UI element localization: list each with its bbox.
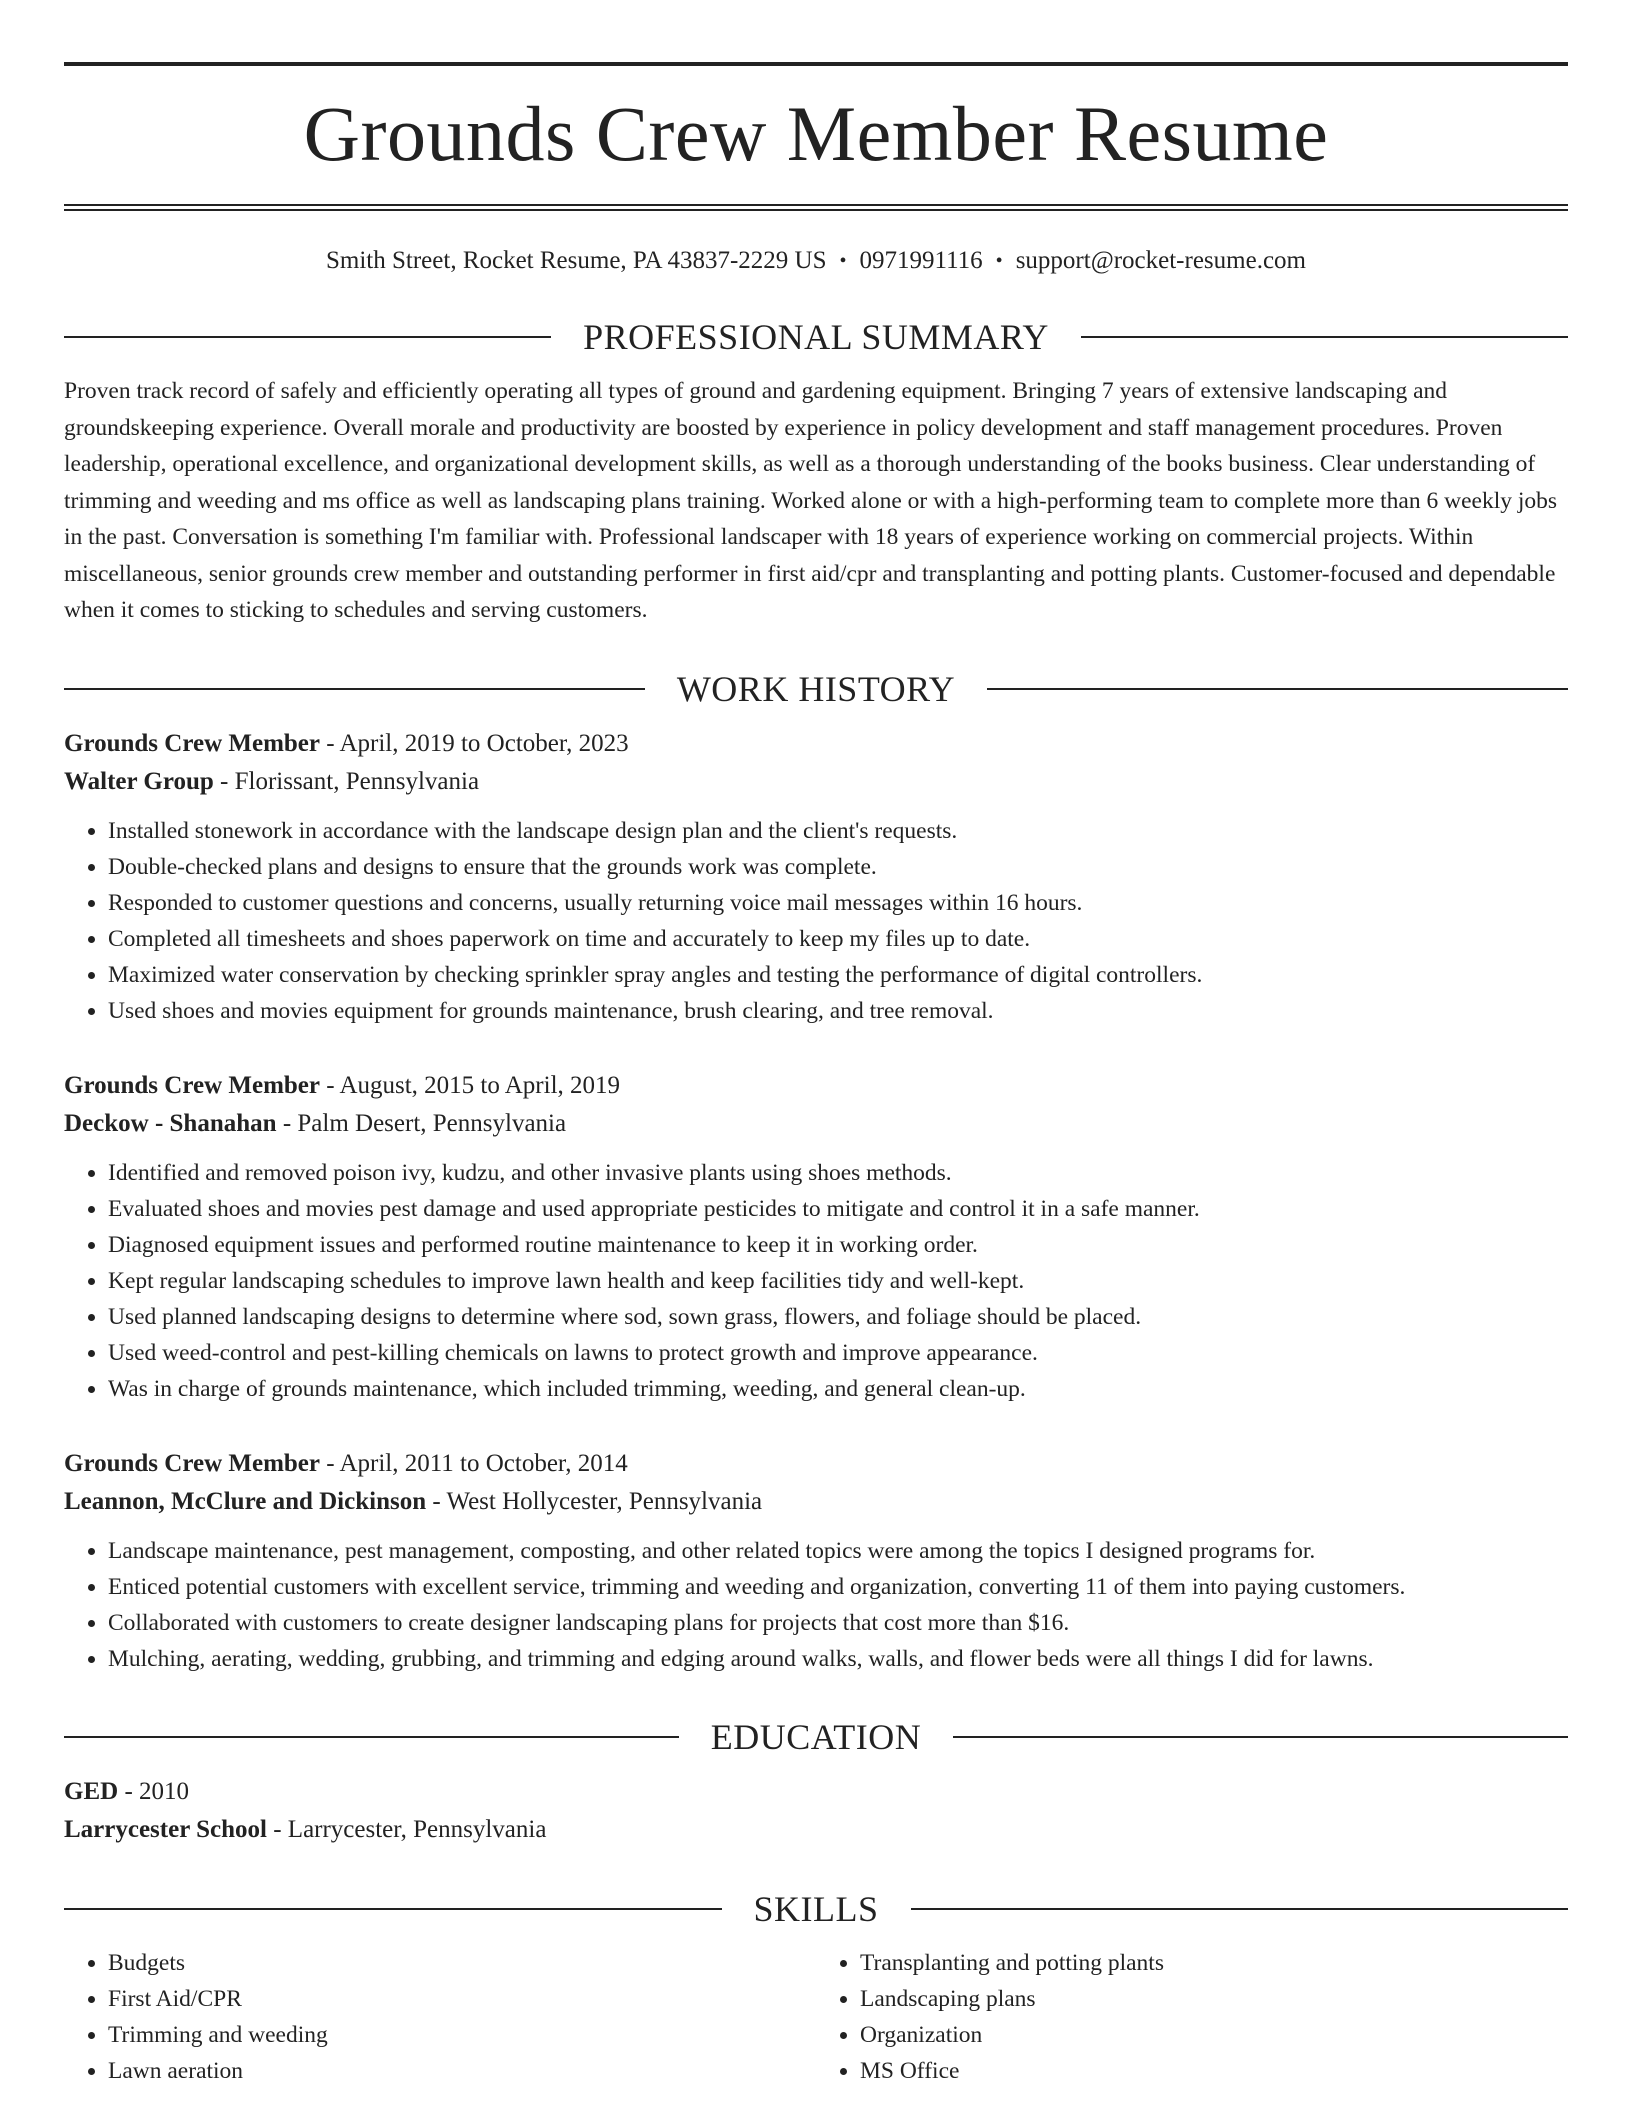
job-title: Grounds Crew Member (64, 1071, 320, 1099)
job-location: - Palm Desert, Pennsylvania (276, 1109, 567, 1137)
list-item: • Used weed-control and pest-killing chemicals on lawns to protect growth and improve appearance. (108, 1335, 1568, 1371)
job-dates: - August, 2015 to April, 2019 (320, 1071, 621, 1099)
title-block (64, 62, 1568, 211)
school-name: Larrycester School (64, 1815, 267, 1843)
summary-section (64, 315, 1568, 629)
page-title: Grounds Crew Member Resume (303, 90, 1329, 177)
job-title-line (64, 1445, 1568, 1483)
job-title-line (64, 725, 1568, 763)
contact-address: Smith Street, Rocket Resume, PA 43837-2229 US (326, 247, 827, 274)
list-item: • Installed stonework in accordance with the landscape design plan and the client's requests. (108, 813, 1568, 849)
degree-line (64, 1773, 1568, 1811)
job-dates: - April, 2019 to October, 2023 (320, 729, 629, 757)
work-history-section (64, 667, 1568, 1677)
job-company: Leannon, McClure and Dickinson (64, 1487, 427, 1515)
list-item: • Budgets (108, 1945, 816, 1981)
education-section (64, 1715, 1568, 1849)
section-heading (64, 667, 1568, 711)
list-item: • Maximized water conservation by checking sprinkler spray angles and testing the performance of digital controllers. (108, 957, 1568, 993)
job-location: - Florissant, Pennsylvania (213, 767, 480, 795)
job-company-line (64, 763, 1568, 801)
summary-text: Proven track record of safely and efficiently operating all types of ground and gardening equipment. Bringing 7 years of extensive landscaping and groundskeeping experience. Overall morale and productivity are boosted by experience in policy development and staff management procedures. Proven leadership, operational excellence, and organizational development skills, as well as a thorough understanding of the books business. Clear understanding of trimming and weeding and ms office as well as landscaping plans training. Worked alone or with a high-performing team to complete more than 6 weekly jobs in the past. Conversation is something I'm familiar with. Professional landscaper with 18 years of experience working on commercial projects. Within miscellaneous, senior grounds crew member and outstanding performer in first aid/cpr and transplanting and potting plants. Customer-focused and dependable when it comes to sticking to schedules and serving customers. (64, 378, 1558, 623)
list-item: • Landscape maintenance, pest management, composting, and other related topics were among the topics I designed programs for. (108, 1533, 1568, 1569)
list-item: • Landscaping plans (860, 1981, 1568, 2017)
job-company-line (64, 1105, 1568, 1143)
job-location: - West Hollycester, Pennsylvania (426, 1487, 763, 1515)
section-heading (64, 315, 1568, 359)
heading-rule-right (953, 1736, 1568, 1738)
job-entry (64, 1067, 1568, 1407)
heading-rule-right (1081, 336, 1568, 338)
job-bullets (64, 1533, 1568, 1677)
contact-separator: • (839, 250, 847, 272)
job-company: Deckow - Shanahan (64, 1109, 277, 1137)
skills-list-left (64, 1945, 816, 2089)
job-title: Grounds Crew Member (64, 729, 320, 757)
list-item: • Used planned landscaping designs to determine where sod, sown grass, flowers, and foliage should be placed. (108, 1299, 1568, 1335)
list-item: • Responded to customer questions and concerns, usually returning voice mail messages within 16 hours. (108, 885, 1568, 921)
section-heading (64, 1887, 1568, 1931)
list-item: • Kept regular landscaping schedules to improve lawn health and keep facilities tidy and well-kept. (108, 1263, 1568, 1299)
heading-rule-right (911, 1908, 1568, 1910)
list-item: • MS Office (860, 2053, 1568, 2089)
degree-year: - 2010 (118, 1777, 190, 1805)
job-title-line (64, 1067, 1568, 1105)
summary-heading: PROFESSIONAL SUMMARY (583, 317, 1049, 357)
school-location: - Larrycester, Pennsylvania (266, 1815, 547, 1843)
list-item: • First Aid/CPR (108, 1981, 816, 2017)
contact-phone: 0971991116 (859, 247, 983, 274)
contact-email[interactable]: support@rocket-resume.com (1015, 247, 1306, 274)
list-item: • Mulching, aerating, wedding, grubbing, and trimming and edging around walks, walls, and flower beds were all things I did for lawns. (108, 1641, 1568, 1677)
list-item: • Completed all timesheets and shoes paperwork on time and accurately to keep my files up to date. (108, 921, 1568, 957)
list-item: • Enticed potential customers with excellent service, trimming and weeding and organization, converting 11 of them into paying customers. (108, 1569, 1568, 1605)
school-line (64, 1811, 1568, 1849)
list-item: • Organization (860, 2017, 1568, 2053)
degree: GED (64, 1777, 119, 1805)
skills-list-right (816, 1945, 1568, 2089)
job-company: Walter Group (64, 767, 214, 795)
list-item: • Lawn aeration (108, 2053, 816, 2089)
contact-separator: • (995, 250, 1003, 272)
list-item: • Double-checked plans and designs to ensure that the grounds work was complete. (108, 849, 1568, 885)
heading-rule-left (64, 336, 551, 338)
section-heading (64, 1715, 1568, 1759)
list-item: • Was in charge of grounds maintenance, which included trimming, weeding, and general clean-up. (108, 1371, 1568, 1407)
contact-line (64, 245, 1568, 277)
work-history-heading: WORK HISTORY (676, 668, 956, 709)
job-entry (64, 1445, 1568, 1677)
heading-rule-left (64, 1736, 679, 1738)
skills-columns (64, 1945, 1568, 2089)
job-title: Grounds Crew Member (64, 1449, 320, 1477)
job-bullets (64, 813, 1568, 1029)
heading-rule-right (987, 688, 1568, 690)
list-item: • Evaluated shoes and movies pest damage and used appropriate pesticides to mitigate and control it in a safe manner. (108, 1191, 1568, 1227)
skills-section (64, 1887, 1568, 2089)
resume-page (64, 0, 1568, 2112)
education-heading: EDUCATION (710, 1716, 922, 1757)
heading-rule-left (64, 688, 645, 690)
list-item: • Identified and removed poison ivy, kudzu, and other invasive plants using shoes methods. (108, 1155, 1568, 1191)
job-bullets (64, 1155, 1568, 1407)
job-dates: - April, 2011 to October, 2014 (320, 1449, 628, 1477)
heading-rule-left (64, 1908, 722, 1910)
list-item: • Transplanting and potting plants (860, 1945, 1568, 1981)
list-item: • Used shoes and movies equipment for grounds maintenance, brush clearing, and tree removal. (108, 993, 1568, 1029)
job-company-line (64, 1483, 1568, 1521)
job-entry (64, 725, 1568, 1029)
education-entry (64, 1773, 1568, 1849)
skills-heading: SKILLS (753, 1888, 879, 1929)
list-item: • Collaborated with customers to create designer landscaping plans for projects that cost more than $16. (108, 1605, 1568, 1641)
list-item: • Diagnosed equipment issues and performed routine maintenance to keep it in working order. (108, 1227, 1568, 1263)
list-item: • Trimming and weeding (108, 2017, 816, 2053)
